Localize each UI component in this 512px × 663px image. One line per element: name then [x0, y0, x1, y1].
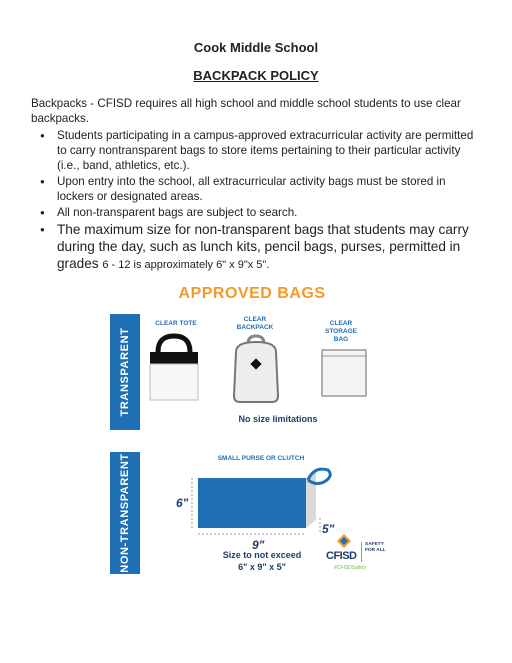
- logo-tagline: SAFETY FOR ALL: [365, 542, 386, 553]
- approved-bags-graphic: [108, 282, 396, 576]
- cfisd-logo-icon: [337, 534, 351, 548]
- clear-backpack-icon: [234, 336, 278, 402]
- policy-bullet: ● All non-transparent bags are subject to search.: [40, 205, 480, 220]
- no-size-limit-note: No size limitations: [238, 414, 318, 424]
- school-name: Cook Middle School: [193, 40, 319, 55]
- intro-paragraph: Backpacks - CFISD requires all high school and middle school students to use clear backpacks.: [31, 97, 461, 125]
- policy-bullet-list: [40, 128, 480, 275]
- transparent-bags-illustration: [144, 330, 394, 408]
- hashtag: #CFISDSafety: [334, 565, 366, 571]
- clear-tote-icon: [150, 336, 198, 400]
- purse-icon: [198, 478, 306, 528]
- size-bullet-tail: 6 - 12 is approximately 6" x 9"x 5".: [102, 259, 270, 271]
- policy-title: BACKPACK POLICY: [193, 68, 319, 83]
- transparent-band: [110, 314, 140, 430]
- clear-backpack-label: CLEAR BACKPACK: [236, 316, 274, 331]
- policy-bullet-size: [40, 221, 480, 274]
- transparent-label: TRANSPARENT: [119, 327, 131, 417]
- dim-width: 9": [252, 538, 265, 552]
- clear-storage-bag-label: CLEAR STORAGE BAG: [324, 320, 358, 343]
- small-purse-label: SMALL PURSE OR CLUTCH: [217, 455, 305, 462]
- approved-bags-title: APPROVED BAGS: [178, 285, 326, 302]
- clear-storage-bag-icon: [322, 350, 366, 396]
- policy-bullet: ● Students participating in a campus-approved extracurricular activity are permitted to carry nontransparent bags to store items pertaining to their particular activity (i.e., band, athletics, etc.).: [40, 128, 480, 173]
- policy-bullet: ● Upon entry into the school, all extracurricular activity bags must be stored in lockers or designated areas.: [40, 174, 480, 204]
- non-transparent-band: [110, 452, 140, 574]
- dim-height: 6": [176, 496, 189, 510]
- dim-depth: 5": [322, 522, 335, 536]
- size-note-line-1: Size to not exceed: [222, 550, 302, 560]
- size-note-line-2: 6" x 9" x 5": [238, 562, 286, 572]
- cfisd-logo-text: CFISD: [326, 550, 357, 562]
- logo-divider: [361, 542, 362, 562]
- size-bullet-main: The maximum size for non-transparent bags that students may carry during the day, such as lunch kits, pencil bags, purses, permitted in grades: [57, 222, 469, 271]
- non-transparent-label: NON-TRANSPARENT: [119, 453, 131, 573]
- clear-tote-label: CLEAR TOTE: [155, 320, 197, 327]
- purse-illustration: [184, 462, 334, 542]
